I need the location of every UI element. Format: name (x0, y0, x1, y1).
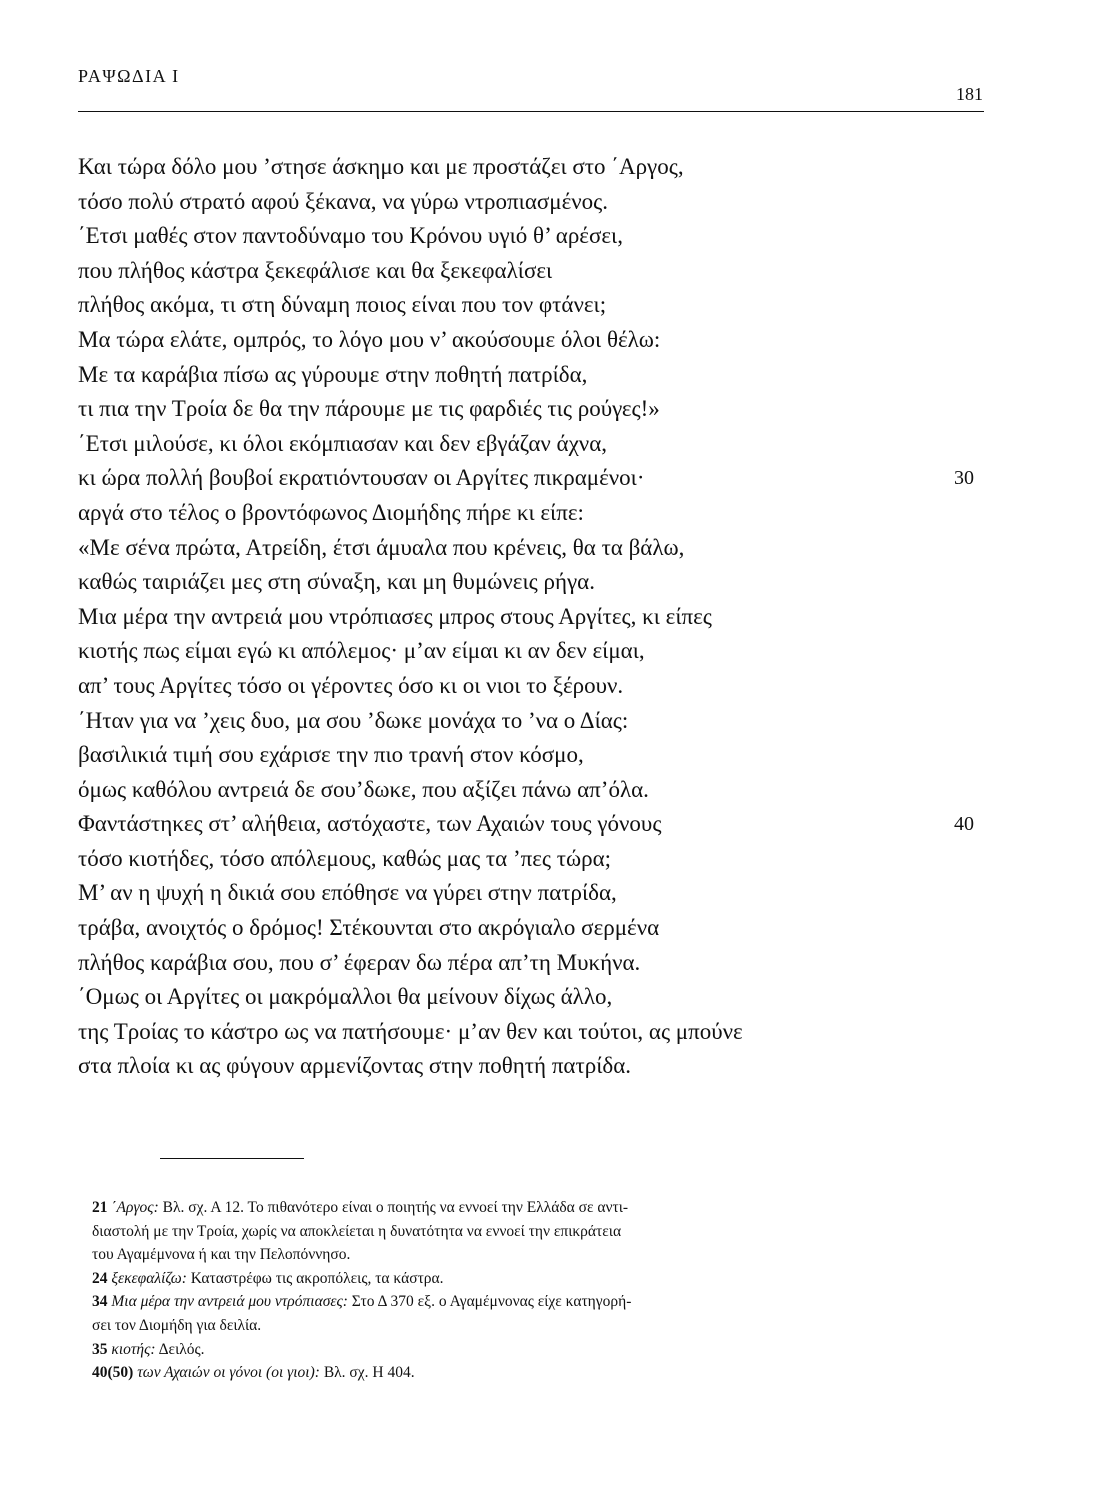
running-head: ΡΑΨΩΔΙΑ Ι (78, 66, 180, 86)
verse-text: Και τώρα δόλο μου ’στησε άσκημο και με προστάζει στο ΄Αργος, (78, 154, 684, 179)
footnote (92, 1290, 922, 1337)
verse-text: τόσο κιοτήδες, τόσο απόλεμους, καθώς μας τα ’πες τώρα; (78, 845, 612, 871)
footnote-term: ΄Αργος: (111, 1199, 159, 1216)
verse-line (78, 461, 974, 496)
verse-text: τόσο πολύ στρατό αφού ξέκανα, να γύρω ντροπιασμένος. (78, 188, 609, 214)
footnote-ref: 40(50) (92, 1364, 134, 1382)
verse-line (78, 773, 958, 808)
footnote (92, 1361, 922, 1385)
footnote-text: Βλ. σχ. Α 12. Το πιθανότερο είναι ο ποιητής να εννοεί την Ελλάδα σε αντι- (162, 1199, 629, 1216)
verse-text: Μ’ αν η ψυχή η δικιά σου επόθησε να γύρει στην πατρίδα, (78, 880, 617, 906)
footnote-continuation: διαστολή με την Τροία, χωρίς να αποκλείεται η δυνατότητα να εννοεί την επικράτεια (92, 1222, 622, 1240)
verse-text: κι ώρα πολλή βουβοί εκρατιόντουσαν οι Αργίτες πικραμένοι· (78, 465, 645, 491)
verse-line (78, 980, 958, 1015)
verse-text: κιοτής πως είμαι εγώ κι απόλεμος· μ’αν είμαι κι αν δεν είμαι, (78, 638, 645, 664)
footnote-ref: 35 (92, 1340, 108, 1358)
verse-line (78, 600, 958, 635)
verse-text: ΄Ετσι μιλούσε, κι όλοι εκόμπιασαν και δεν εβγάζαν άχνα, (78, 430, 607, 456)
verse-line (78, 150, 958, 185)
verse-text: απ’ τους Αργίτες τόσο οι γέροντες όσο κι οι νιοι το ξέρουν. (78, 672, 624, 698)
verse-text: βασιλικιά τιμή σου εχάρισε την πιο τρανή στον κόσμο, (78, 742, 584, 768)
footnote-text: Βλ. σχ. Η 404. (323, 1364, 415, 1382)
verse-text: όμως καθόλου αντρειά δε σου’δωκε, που αξίζει πάνω απ’όλα. (78, 776, 649, 802)
footnotes (92, 1196, 922, 1385)
verse-line (78, 876, 958, 911)
verse-line (78, 288, 958, 323)
verse-text: ΄Ομως οι Αργίτες οι μακρόμαλλοι θα μείνουν δίχως άλλο, (78, 984, 613, 1010)
verse-text: καθώς ταιριάζει μες στη σύναξη, και μη θυμώνεις ρήγα. (78, 569, 595, 595)
verse-line (78, 358, 958, 393)
footnote-ref: 24 (92, 1269, 108, 1287)
line-number: 30 (954, 467, 974, 490)
verse-text: Μια μέρα την αντρειά μου ντρόπιασες μπρος στους Αργίτες, κι είπες (78, 603, 712, 629)
verse-text: πλήθος ακόμα, τι στη δύναμη ποιος είναι που τον φτάνει; (78, 292, 607, 318)
footnote (92, 1196, 922, 1267)
verse-line (78, 842, 958, 877)
verse-line (78, 738, 958, 773)
verse-text: Φαντάστηκες στ’ αλήθεια, αστόχαστε, των Αχαιών τους γόνους (78, 811, 662, 837)
footnote-ref: 21 (92, 1199, 108, 1216)
verse-line (78, 392, 958, 427)
footnote-rule (160, 1158, 304, 1159)
verse-line (78, 669, 958, 704)
header-rule (78, 111, 984, 112)
verse-line (78, 704, 958, 739)
verse-text: πλήθος καράβια σου, που σ’ έφεραν δω πέρα απ’τη Μυκήνα. (78, 949, 641, 975)
verse-text: Με τα καράβια πίσω ας γύρουμε στην ποθητή πατρίδα, (78, 361, 588, 387)
verse-block (78, 150, 974, 1084)
footnote-text: Στο Δ 370 εξ. ο Αγαμέμνονας είχε κατηγορή- (351, 1293, 632, 1311)
footnote-term: ξεκεφαλίζω: (111, 1269, 187, 1287)
footnote (92, 1338, 922, 1362)
footnote-term: κιοτής: (111, 1340, 156, 1358)
verse-text: αργά στο τέλος ο βροντόφωνος Διομήδης πήρε κι είπε: (78, 499, 584, 525)
footnote-continuation: του Αγαμέμνονα ή και την Πελοπόννησο. (92, 1246, 351, 1264)
verse-text: τράβα, ανοιχτός ο δρόμος! Στέκουνται στο ακρόγιαλο σερμένα (78, 915, 660, 941)
verse-line (78, 427, 958, 462)
verse-text: που πλήθος κάστρα ξεκεφάλισε και θα ξεκεφαλίσει (78, 257, 553, 283)
footnote-term: των Αχαιών οι γόνοι (οι γιοι): (137, 1364, 320, 1382)
footnote-text: Καταστρέφω τις ακροπόλεις, τα κάστρα. (190, 1269, 444, 1287)
verse-line (78, 254, 958, 289)
verse-line (78, 911, 958, 946)
footnote-term: Μια μέρα την αντρειά μου ντρόπιασες: (111, 1293, 348, 1311)
page-number: 181 (956, 84, 983, 104)
verse-text: της Τροίας το κάστρο ως να πατήσουμε· μ’αν θεν και τούτοι, ας μπούνε (78, 1018, 743, 1044)
verse-line (78, 531, 958, 566)
verse-line (78, 323, 958, 358)
verse-line (78, 1049, 958, 1084)
line-number: 40 (954, 813, 974, 836)
footnote-ref: 34 (92, 1293, 108, 1311)
footnote (92, 1267, 922, 1291)
verse-text: τι πια την Τροία δε θα την πάρουμε με τις φαρδιές τις ρούγες!» (78, 396, 660, 422)
verse-text: Μα τώρα ελάτε, ομπρός, το λόγο μου ν’ ακούσουμε όλοι θέλω: (78, 326, 661, 352)
verse-line (78, 807, 974, 842)
footnote-continuation: σει τον Διομήδη για δειλία. (92, 1316, 262, 1334)
verse-text: ΄Ηταν για να ’χεις δυο, μα σου ’δωκε μονάχα το ’να ο Δίας: (78, 707, 629, 733)
verse-text: ΄Ετσι μαθές στον παντοδύναμο του Κρόνου υγιό θ’ αρέσει, (78, 223, 623, 249)
verse-text: στα πλοία κι ας φύγουν αρμενίζοντας στην ποθητή πατρίδα. (78, 1053, 632, 1079)
verse-line (78, 946, 958, 981)
verse-line (78, 496, 958, 531)
verse-line (78, 185, 958, 220)
verse-text: «Με σένα πρώτα, Ατρείδη, έτσι άμυαλα που κρένεις, θα τα βάλω, (78, 534, 685, 560)
verse-line (78, 634, 958, 669)
verse-line (78, 1015, 958, 1050)
footnote-text: Δειλός. (158, 1340, 205, 1358)
verse-line (78, 565, 958, 600)
verse-line (78, 219, 958, 254)
